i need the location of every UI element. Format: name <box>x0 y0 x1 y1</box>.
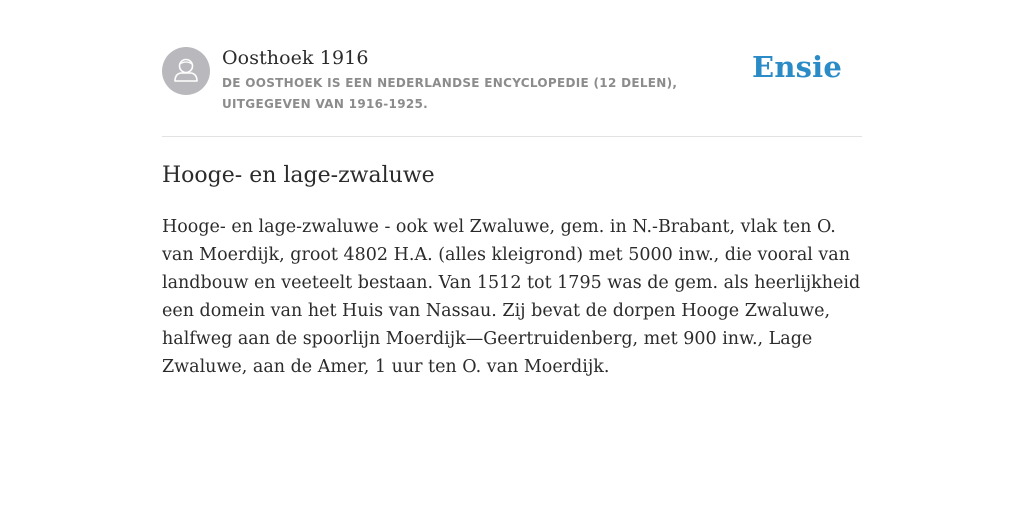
entry-title: Hooge- en lage-zwaluwe <box>162 163 435 188</box>
page-container <box>162 0 862 381</box>
source-header <box>162 0 862 137</box>
avatar[interactable] <box>162 47 210 95</box>
user-icon <box>162 47 210 95</box>
source-description: DE OOSTHOEK IS EEN NEDERLANDSE ENCYCLOPEDIE (12 DELEN), UITGEGEVEN VAN 1916-1925. <box>222 76 678 111</box>
ensie-logo-link[interactable]: Ensie <box>752 50 842 84</box>
entry-body: Hooge- en lage-zwaluwe - ook wel Zwaluwe, gem. in N.-Brabant, vlak ten O. van Moerdijk, groot 4802 H.A. (alles kleigrond) met 5000 inw., die vooral van landbouw en veeteelt bestaan. Van 1512 tot 1795 was de gem. als heerlijkheid een domein van het Huis van Nassau. Zij bevat de dorpen Hooge Zwaluwe, halfweg aan de spoorlijn Moerdijk—Geertruidenberg, met 900 inw., Lage Zwaluwe, aan de Amer, 1 uur ten O. van Moerdijk. <box>162 217 861 377</box>
source-title[interactable]: Oosthoek 1916 <box>222 47 369 69</box>
source-info <box>222 46 762 115</box>
